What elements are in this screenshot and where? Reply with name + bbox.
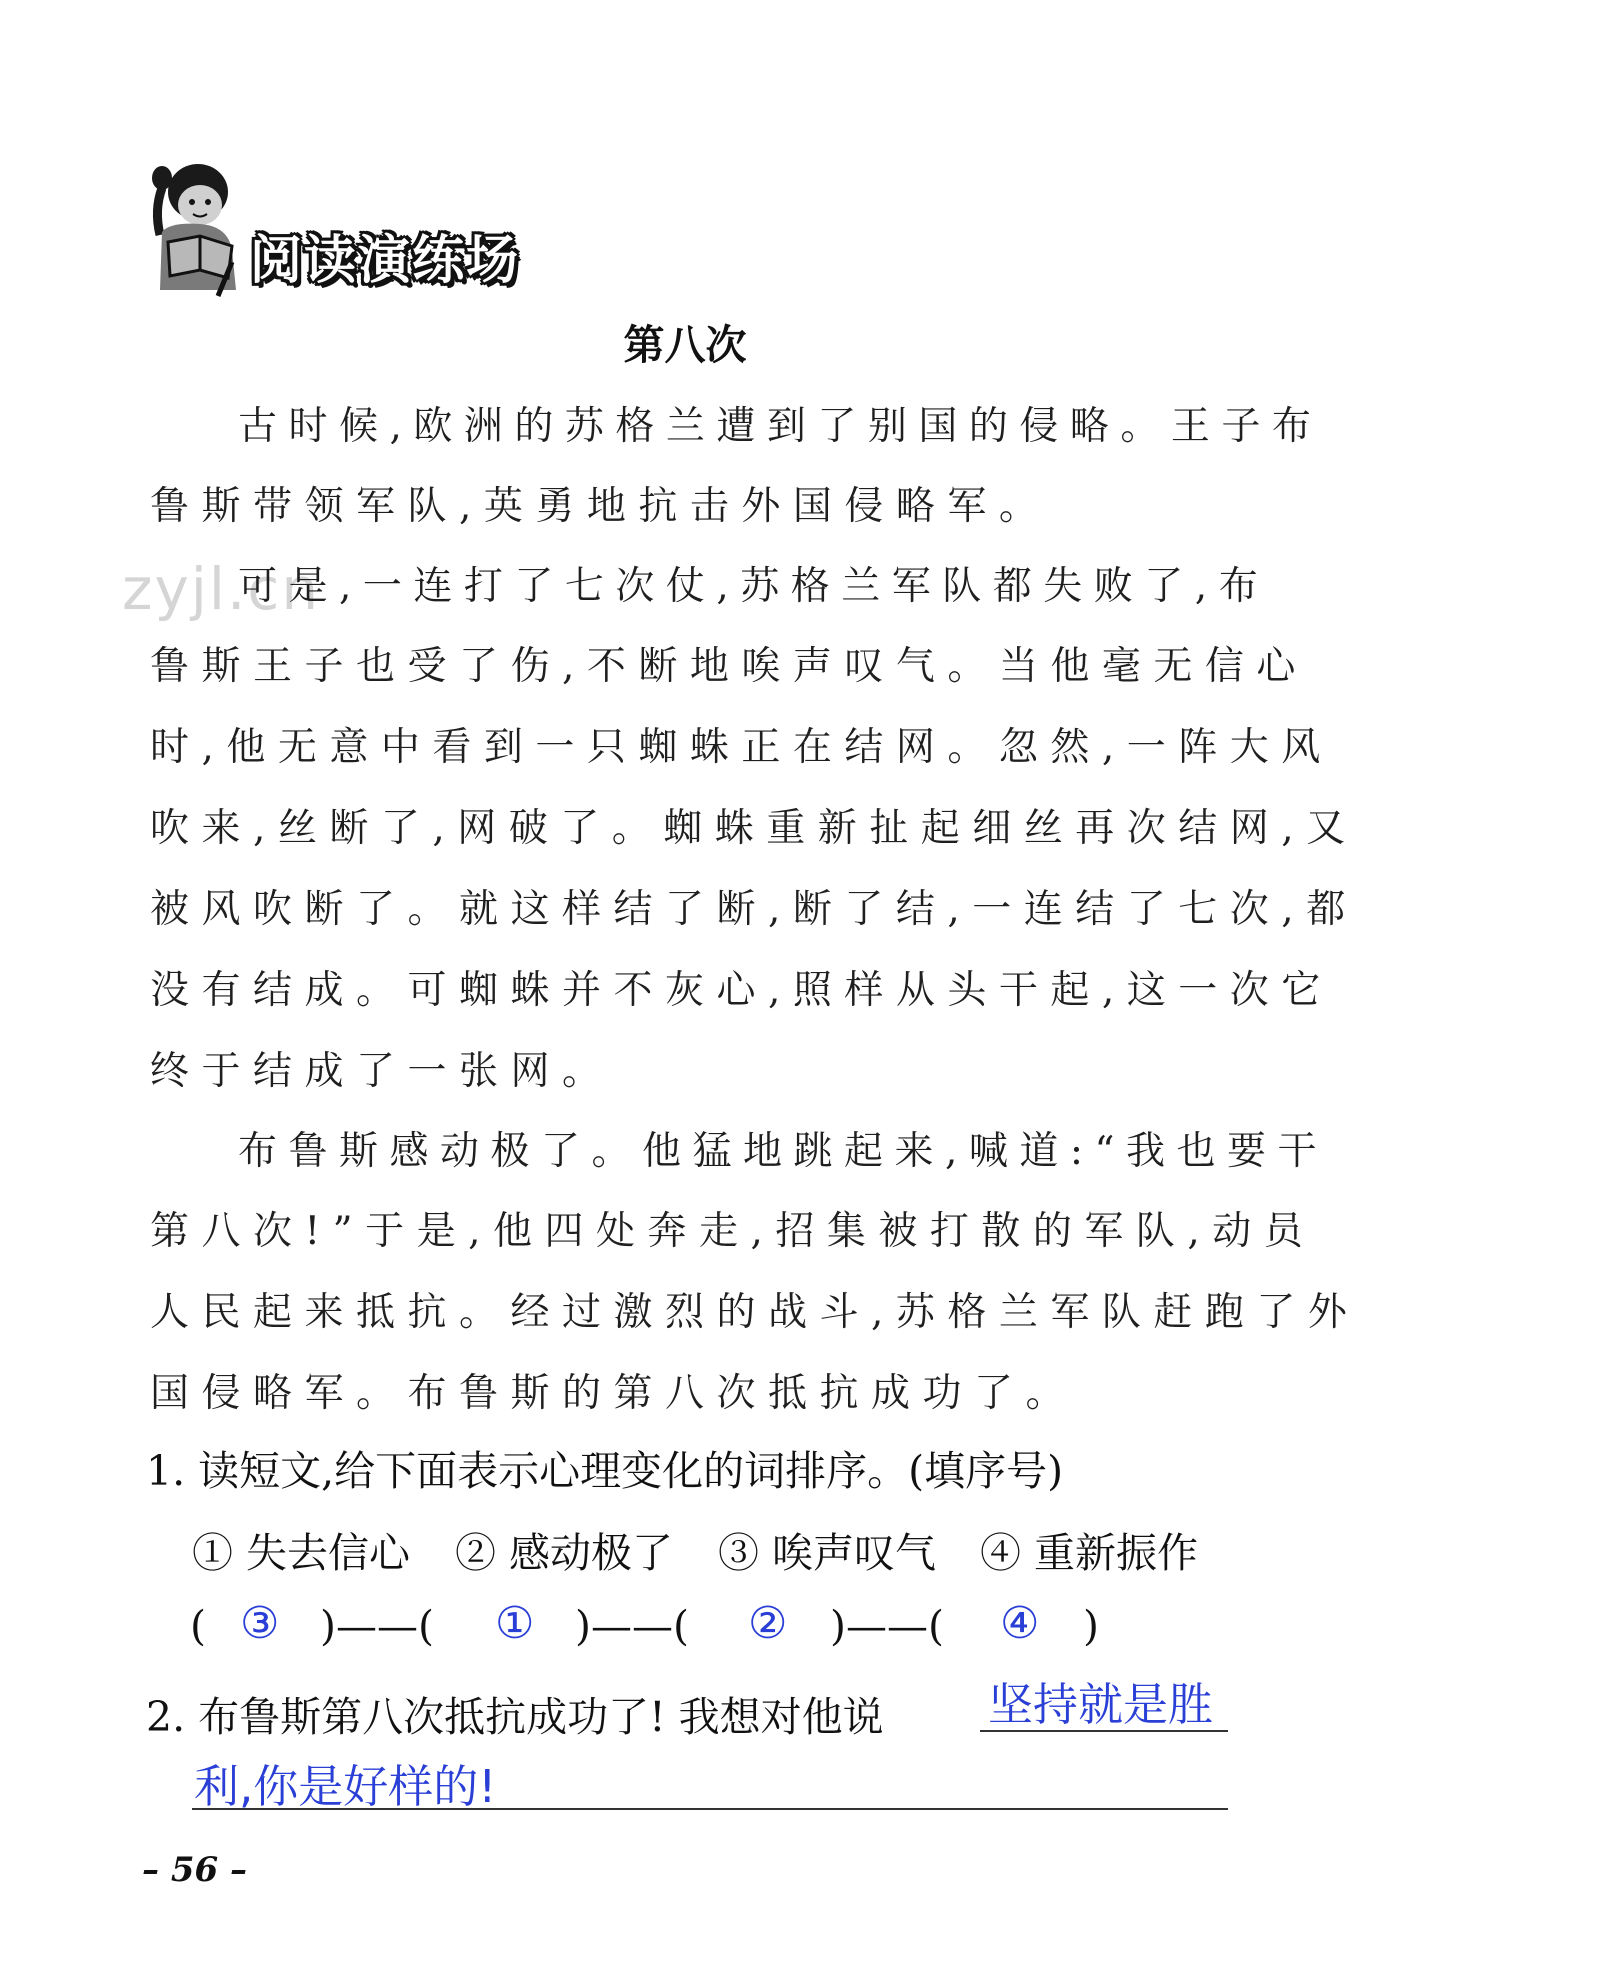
story-line: 第八次!”于是,他四处奔走,招集被打散的军队,动员	[150, 1209, 1316, 1254]
answer-slot-4: ④	[1000, 1598, 1040, 1649]
story-line: 终于结成了一张网。	[150, 1049, 614, 1094]
story-line: 人民起来抵抗。经过激烈的战斗,苏格兰军队赶跑了外	[150, 1290, 1360, 1335]
answer-underline-1	[980, 1730, 1228, 1732]
sequence-connector: )——(	[320, 1602, 434, 1650]
story-line: 鲁斯王子也受了伤,不断地唉声叹气。当他毫无信心	[150, 644, 1308, 689]
story-line: 没有结成。可蜘蛛并不灰心,照样从头干起,这一次它	[150, 968, 1333, 1013]
answer-underline-2	[192, 1808, 1228, 1810]
sequence-close-paren: )	[1083, 1602, 1099, 1650]
option-3: ③ 唉声叹气	[718, 1529, 937, 1577]
story-line: 吹来,丝断了,网破了。蜘蛛重新扯起细丝再次结网,又	[150, 806, 1358, 851]
answer-slot-1: ③	[240, 1598, 280, 1649]
sequence-open-paren: (	[190, 1602, 206, 1650]
answer-slot-3: ②	[748, 1598, 788, 1649]
option-2: ② 感动极了	[455, 1529, 674, 1577]
story-line: 可是,一连打了七次仗,苏格兰军队都失败了,布	[238, 564, 1270, 609]
answer-slot-2: ①	[495, 1598, 535, 1649]
story-line: 布鲁斯感动极了。他猛地跳起来,喊道:“我也要干	[238, 1129, 1328, 1174]
handwritten-answer-line-1: 坚持就是胜	[988, 1678, 1214, 1731]
handwritten-answer-line-2: 利,你是好样的!	[194, 1760, 497, 1813]
story-line: 国侵略军。布鲁斯的第八次抵抗成功了。	[150, 1371, 1078, 1416]
option-1: ① 失去信心	[192, 1529, 411, 1577]
story-line: 鲁斯带领军队,英勇地抗击外国侵略军。	[150, 484, 1051, 529]
section-title: 阅读演练场	[250, 231, 521, 291]
story-line: 古时候,欧洲的苏格兰遭到了别国的侵略。王子布	[238, 404, 1323, 449]
girl-reading-icon	[140, 150, 245, 300]
watermark: zyjl.cn	[122, 555, 321, 623]
sequence-connector: )——(	[830, 1602, 944, 1650]
question-1: 1. 读短文,给下面表示心理变化的词排序。(填序号)	[146, 1447, 1064, 1495]
option-4: ④ 重新振作	[980, 1529, 1199, 1577]
page-number: – 56 –	[142, 1850, 247, 1890]
story-line: 时,他无意中看到一只蜘蛛正在结网。忽然,一阵大风	[150, 725, 1333, 770]
story-title: 第八次	[623, 321, 747, 369]
story-line: 被风吹断了。就这样结了断,断了结,一连结了七次,都	[150, 887, 1358, 932]
section-header	[140, 150, 560, 300]
question-2: 2. 布鲁斯第八次抵抗成功了! 我想对他说	[146, 1693, 884, 1741]
sequence-connector: )——(	[575, 1602, 689, 1650]
